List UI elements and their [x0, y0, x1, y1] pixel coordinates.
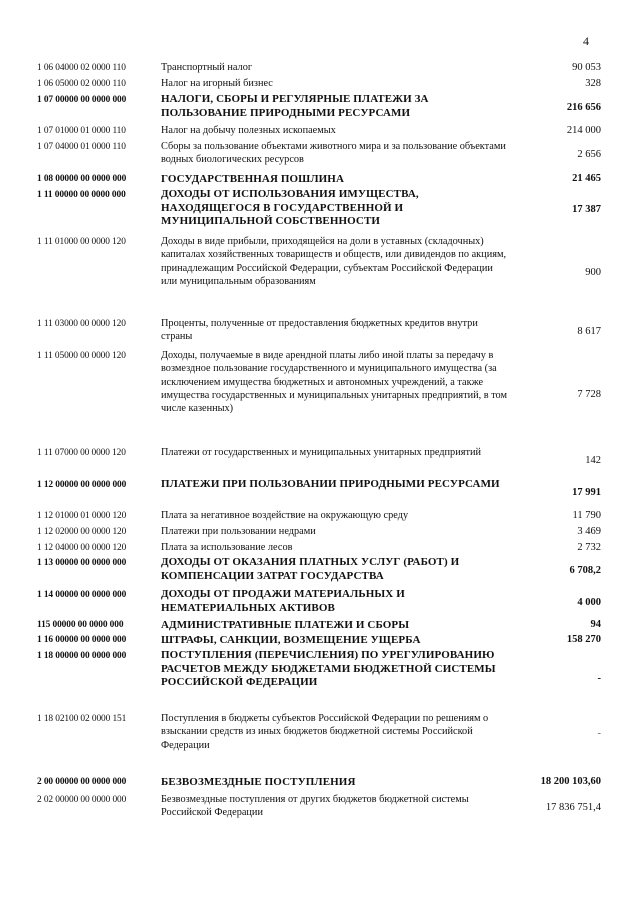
- row-value: -: [597, 673, 601, 684]
- row-code: 1 08 00000 00 0000 000: [37, 174, 127, 184]
- row-code: 1 07 04000 01 0000 110: [37, 142, 126, 152]
- row-name: Доходы в виде прибыли, приходящейся на доли в уставных (складочных) капиталах хозяйственных товариществ и обществ, или дивидендов по акциям, принадлежащим Российской Федерации, субъектам Российской Федерации или муниципальным образованиям: [161, 236, 507, 287]
- row-value: 17 387: [572, 204, 601, 215]
- row-name: БЕЗВОЗМЕЗДНЫЕ ПОСТУПЛЕНИЯ: [161, 776, 356, 788]
- row-name: Безвозмездные поступления от других бюджетов бюджетной системы Российской Федерации: [161, 794, 469, 819]
- row-name: Платежи при пользовании недрами: [161, 526, 316, 537]
- row-name: Транспортный налог: [161, 62, 253, 73]
- row-code: 1 11 00000 00 0000 000: [37, 190, 126, 200]
- row-value: 8 617: [577, 326, 601, 337]
- row-name: ДОХОДЫ ОТ ОКАЗАНИЯ ПЛАТНЫХ УСЛУГ (РАБОТ) И КОМПЕНСАЦИИ ЗАТРАТ ГОСУДАРСТВА: [161, 556, 460, 582]
- row-value: -: [597, 728, 601, 739]
- row-name: АДМИНИСТРАТИВНЫЕ ПЛАТЕЖИ И СБОРЫ: [161, 619, 410, 631]
- row-name: Поступления в бюджеты субъектов Российской Федерации по решениям о взыскании средств из иных бюджетов бюджетной системы Российской Федерации: [161, 713, 489, 751]
- row-name: Сборы за пользование объектами животного мира и за пользование объектами водных биологических ресурсов: [161, 141, 506, 166]
- row-value: 18 200 103,60: [540, 776, 601, 787]
- row-code: 2 02 00000 00 0000 000: [37, 795, 127, 805]
- row-code: 1 11 01000 00 0000 120: [37, 237, 126, 247]
- row-name: Плата за негативное воздействие на окружающую среду: [161, 510, 409, 521]
- row-value: 214 000: [566, 125, 601, 136]
- row-value: 94: [590, 619, 601, 630]
- row-code: 1 12 01000 01 0000 120: [37, 511, 127, 521]
- row-code: 1 12 04000 00 0000 120: [37, 543, 127, 553]
- row-code: 1 06 04000 02 0000 110: [37, 63, 126, 73]
- row-value: 328: [585, 78, 601, 89]
- row-name: Проценты, полученные от предоставления бюджетных кредитов внутри страны: [161, 318, 478, 343]
- row-name: ШТРАФЫ, САНКЦИИ, ВОЗМЕЩЕНИЕ УЩЕРБА: [161, 634, 421, 646]
- row-name: ПОСТУПЛЕНИЯ (ПЕРЕЧИСЛЕНИЯ) ПО УРЕГУЛИРОВАНИЮ РАСЧЕТОВ МЕЖДУ БЮДЖЕТАМИ БЮДЖЕТНОЙ СИСТЕМЫ РОССИЙСКОЙ ФЕДЕРАЦИИ: [161, 649, 496, 689]
- row-code: 1 18 00000 00 0000 000: [37, 651, 127, 661]
- row-code: 115 00000 00 0000 000: [37, 620, 124, 630]
- row-name: Платежи от государственных и муниципальных унитарных предприятий: [161, 447, 481, 458]
- row-name: НАЛОГИ, СБОРЫ И РЕГУЛЯРНЫЕ ПЛАТЕЖИ ЗА ПОЛЬЗОВАНИЕ ПРИРОДНЫМИ РЕСУРСАМИ: [161, 93, 429, 119]
- row-value: 7 728: [577, 389, 601, 400]
- row-code: 1 16 00000 00 0000 000: [37, 635, 127, 645]
- row-value: 6 708,2: [569, 565, 601, 576]
- row-code: 1 11 05000 00 0000 120: [37, 351, 126, 361]
- row-value: 158 270: [566, 634, 601, 645]
- row-code: 1 12 00000 00 0000 000: [37, 480, 127, 490]
- row-code: 1 06 05000 02 0000 110: [37, 79, 126, 89]
- row-name: Доходы, получаемые в виде арендной платы либо иной платы за передачу в возмездное пользование государственного и муниципального имущества (за исключением имущества бюджетных и автономных учреждений, а также имущества государственных и муниципальных унитарных предприятий, в том числе казенных): [161, 350, 508, 415]
- row-name: Налог на игорный бизнес: [161, 78, 273, 89]
- row-code: 1 18 02100 02 0000 151: [37, 714, 127, 724]
- row-value: 3 469: [577, 526, 601, 537]
- row-value: 2 656: [577, 149, 601, 160]
- row-value: 900: [585, 267, 601, 278]
- row-code: 2 00 00000 00 0000 000: [37, 777, 127, 787]
- row-value: 90 053: [572, 62, 601, 73]
- row-code: 1 12 02000 00 0000 120: [37, 527, 127, 537]
- row-code: 1 14 00000 00 0000 000: [37, 590, 127, 600]
- row-name: ДОХОДЫ ОТ ИСПОЛЬЗОВАНИЯ ИМУЩЕСТВА, НАХОДЯЩЕГОСЯ В ГОСУДАРСТВЕННОЙ И МУНИЦИПАЛЬНОЙ СОБСТВЕННОСТИ: [161, 188, 419, 228]
- row-name: ГОСУДАРСТВЕННАЯ ПОШЛИНА: [161, 173, 344, 185]
- row-code: 1 11 03000 00 0000 120: [37, 319, 126, 329]
- row-value: 2 732: [577, 542, 601, 553]
- row-value: 11 790: [572, 510, 601, 521]
- row-value: 17 991: [572, 487, 601, 498]
- row-value: 142: [585, 455, 601, 466]
- row-code: 1 13 00000 00 0000 000: [37, 558, 127, 568]
- row-value: 216 656: [566, 102, 601, 113]
- row-value: 4 000: [577, 597, 601, 608]
- page-number: 4: [583, 34, 589, 48]
- row-value: 17 836 751,4: [545, 802, 601, 813]
- row-code: 1 07 00000 00 0000 000: [37, 95, 127, 105]
- row-code: 1 07 01000 01 0000 110: [37, 126, 126, 136]
- row-code: 1 11 07000 00 0000 120: [37, 448, 126, 458]
- row-name: Плата за использование лесов: [161, 542, 293, 553]
- row-value: 21 465: [572, 173, 601, 184]
- row-name: ПЛАТЕЖИ ПРИ ПОЛЬЗОВАНИИ ПРИРОДНЫМИ РЕСУРСАМИ: [161, 478, 500, 490]
- row-name: Налог на добычу полезных ископаемых: [161, 125, 336, 136]
- row-name: ДОХОДЫ ОТ ПРОДАЖИ МАТЕРИАЛЬНЫХ И НЕМАТЕРИАЛЬНЫХ АКТИВОВ: [161, 588, 405, 614]
